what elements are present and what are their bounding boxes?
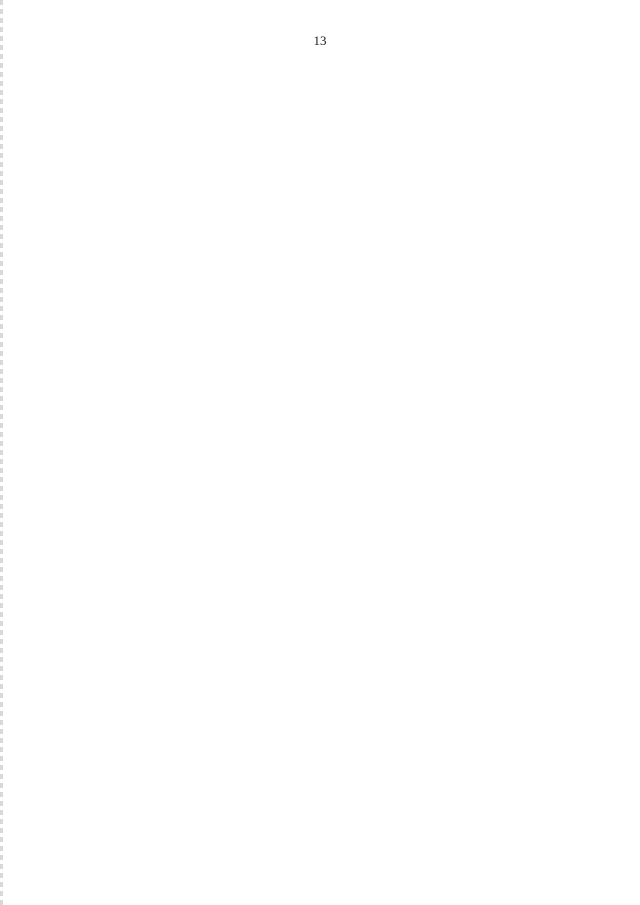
page-number: 13 (313, 33, 327, 48)
scan-edge (0, 0, 3, 905)
